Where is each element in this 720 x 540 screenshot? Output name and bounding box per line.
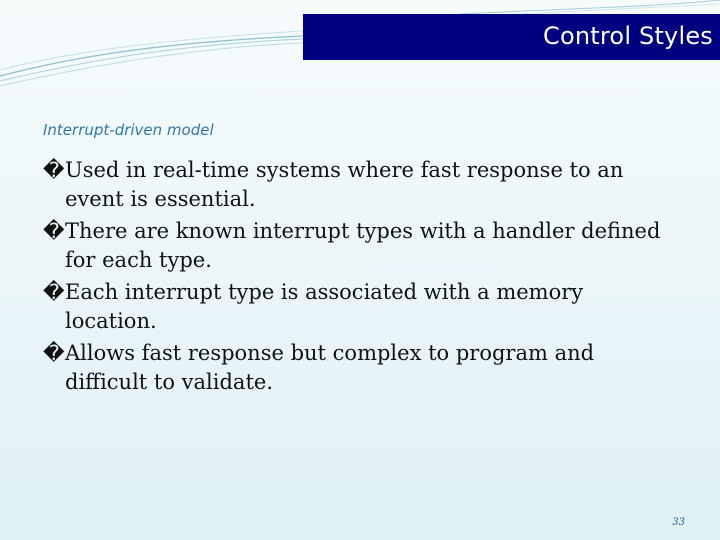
bullet-marker-icon: � <box>43 158 65 182</box>
bullet-item <box>43 278 663 336</box>
bullet-item <box>43 339 663 397</box>
bullet-marker-icon: � <box>43 280 65 304</box>
slide-subtitle: Interrupt-driven model <box>43 121 214 139</box>
bullet-marker-icon: � <box>43 219 65 243</box>
bullet-marker-icon: � <box>43 341 65 365</box>
bullet-text: Each interrupt type is associated with a memory location. <box>65 280 584 333</box>
bullet-list <box>43 156 663 400</box>
title-bar <box>303 14 720 60</box>
bullet-text: There are known interrupt types with a handler defined for each type. <box>65 219 661 272</box>
bullet-item <box>43 156 663 214</box>
page-number: 33 <box>672 517 685 528</box>
bullet-item <box>43 217 663 275</box>
bullet-text: Used in real-time systems where fast response to an event is essential. <box>65 158 624 211</box>
bullet-text: Allows fast response but complex to program and difficult to validate. <box>65 341 595 394</box>
slide-title: Control Styles <box>543 22 713 50</box>
